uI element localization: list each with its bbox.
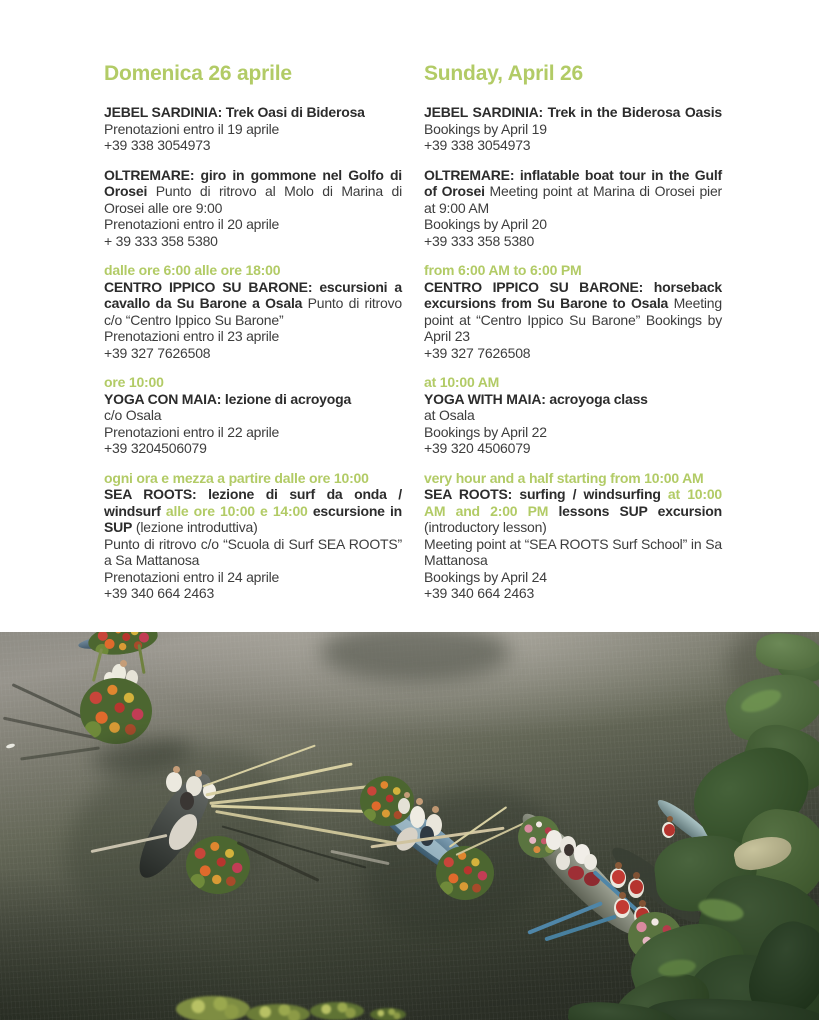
photo-figure xyxy=(166,772,182,792)
text-run: very hour and a half starting from 10:00 AM xyxy=(424,469,704,486)
text-run: OLTREMARE: giro in gommone nel Golfo di Orosei xyxy=(104,166,402,199)
text-run: YOGA CON MAIA: lezione di acroyoga xyxy=(104,390,352,407)
event-block xyxy=(424,104,722,154)
event-block xyxy=(424,470,722,602)
text-run: (introductory lesson) xyxy=(424,519,547,535)
text-run: ogni ora e mezza a partire dalle ore 10:00 xyxy=(104,469,369,486)
event-block xyxy=(104,262,402,361)
photo-figure xyxy=(667,816,673,822)
text-run: Punto di ritrovo c/o “Scuola di Surf SEA ROOTS” a Sa Mattanosa xyxy=(104,535,402,568)
text-run: alle ore 10:00 e 14:00 xyxy=(160,502,313,519)
text-run: YOGA WITH MAIA: acroyoga class xyxy=(424,390,648,407)
text-run: Prenotazioni entro il 22 aprile xyxy=(104,423,280,440)
english-events xyxy=(424,104,722,602)
event-block xyxy=(424,374,722,457)
text-run: at 10:00 AM xyxy=(424,374,500,390)
photo-figure xyxy=(619,892,626,899)
column-header-english: Sunday, April 26 xyxy=(424,62,584,85)
plant-tuft xyxy=(176,996,250,1020)
text-run: + 39 333 358 5380 xyxy=(104,232,218,249)
text-run: Bookings by April 22 xyxy=(424,423,547,440)
photo-figure xyxy=(398,798,410,814)
text-run: +39 3204506079 xyxy=(104,440,207,456)
photo-figure xyxy=(410,806,425,828)
text-run: +39 333 358 5380 xyxy=(424,232,535,249)
flower-cluster xyxy=(80,678,152,744)
photo-figure xyxy=(633,872,640,879)
text-run: JEBEL SARDINIA: Trek Oasi di Biderosa xyxy=(104,104,365,120)
text-run: CENTRO IPPICO SU BARONE: escursioni a cavallo da Su Barone a Osala xyxy=(104,278,402,311)
photo-figure xyxy=(564,844,574,856)
text-run: OLTREMARE: inflatable boat tour in the Gulf of Orosei xyxy=(424,166,722,199)
text-run: SEA ROOTS: surfing / windsurfing xyxy=(424,486,661,502)
text-run: CENTRO IPPICO SU BARONE: horseback excursions from Su Barone to Osala xyxy=(424,278,722,311)
event-block xyxy=(104,167,402,250)
photo-figure xyxy=(615,862,622,869)
text-run: Prenotazioni entro il 19 aprile xyxy=(104,120,280,137)
text-run: +39 340 664 2463 xyxy=(104,585,215,601)
text-run: (lezione introduttiva) xyxy=(132,519,258,535)
text-run: JEBEL SARDINIA: Trek in the Biderosa Oasis xyxy=(424,104,722,120)
photo-figure xyxy=(195,770,202,777)
text-run: ore 10:00 xyxy=(104,374,164,390)
photo-figure xyxy=(180,792,194,810)
text-run: Prenotazioni entro il 23 aprile xyxy=(104,328,280,344)
text-run: Prenotazioni entro il 24 aprile xyxy=(104,568,280,585)
photo-figure xyxy=(630,880,643,894)
photo-figure xyxy=(612,870,625,884)
text-run: +39 338 3054973 xyxy=(424,137,531,153)
text-run: +39 327 7626508 xyxy=(104,344,211,361)
photo-figure xyxy=(568,866,584,880)
text-run: dalle ore 6:00 alle ore 18:00 xyxy=(104,262,281,278)
text-run: +39 340 664 2463 xyxy=(424,585,535,601)
text-run: c/o Osala xyxy=(104,407,162,423)
text-run: at 10:00 AM and 2:00 PM xyxy=(424,486,722,519)
text-run: Prenotazioni entro il 20 aprile xyxy=(104,216,280,232)
text-run: at Osala xyxy=(424,407,475,423)
text-run: +39 327 7626508 xyxy=(424,344,531,361)
text-run: Punto di ritrovo al Molo di Marina di Orosei alle ore 9:00 xyxy=(104,183,402,216)
plant-tuft xyxy=(310,1002,364,1020)
event-block xyxy=(104,374,402,457)
photo-figure xyxy=(404,792,410,798)
italian-column xyxy=(104,62,402,615)
photo-figure xyxy=(584,854,597,870)
text-run: Meeting point at “Centro Ippico Su Barone” Bookings by April 23 xyxy=(424,295,722,344)
text-run: Punto di ritrovo c/o “Centro Ippico Su Barone” xyxy=(104,295,402,328)
photo-figure xyxy=(173,766,180,773)
text-run: +39 320 4506079 xyxy=(424,440,531,456)
english-column xyxy=(424,62,722,615)
flower-cluster xyxy=(436,846,494,900)
text-run: +39 338 3054973 xyxy=(104,137,211,153)
text-run: Bookings by April 19 xyxy=(424,120,547,137)
photo-figure xyxy=(120,660,127,667)
photo-figure xyxy=(416,798,423,805)
text-run: Meeting point at “SEA ROOTS Surf School” in Sa Mattanosa xyxy=(424,535,722,568)
text-run: SEA ROOTS: lezione di surf da onda / windsurf xyxy=(104,486,402,519)
photo-figure xyxy=(639,900,646,907)
event-block xyxy=(424,167,722,250)
plant-tuft xyxy=(370,1008,406,1020)
italian-events xyxy=(104,104,402,602)
photo-figure xyxy=(664,824,675,836)
text-run: Bookings by April 20 xyxy=(424,216,547,232)
event-block xyxy=(104,104,402,154)
photo-figure xyxy=(616,900,629,914)
photo-figure xyxy=(432,806,439,813)
text-run: Bookings by April 24 xyxy=(424,568,547,585)
event-block xyxy=(424,262,722,361)
plant-tuft xyxy=(246,1004,310,1020)
festival-boats-photo xyxy=(0,632,819,1020)
text-run: from 6:00 AM to 6:00 PM xyxy=(424,262,582,278)
text-run: Meeting point at Marina di Orosei pier at 9:00 AM xyxy=(424,183,722,216)
text-run: lessons SUP excursion xyxy=(558,502,722,519)
text-run: escursione in SUP xyxy=(104,502,403,535)
event-block xyxy=(104,470,402,602)
column-header-italian: Domenica 26 aprile xyxy=(104,62,292,85)
